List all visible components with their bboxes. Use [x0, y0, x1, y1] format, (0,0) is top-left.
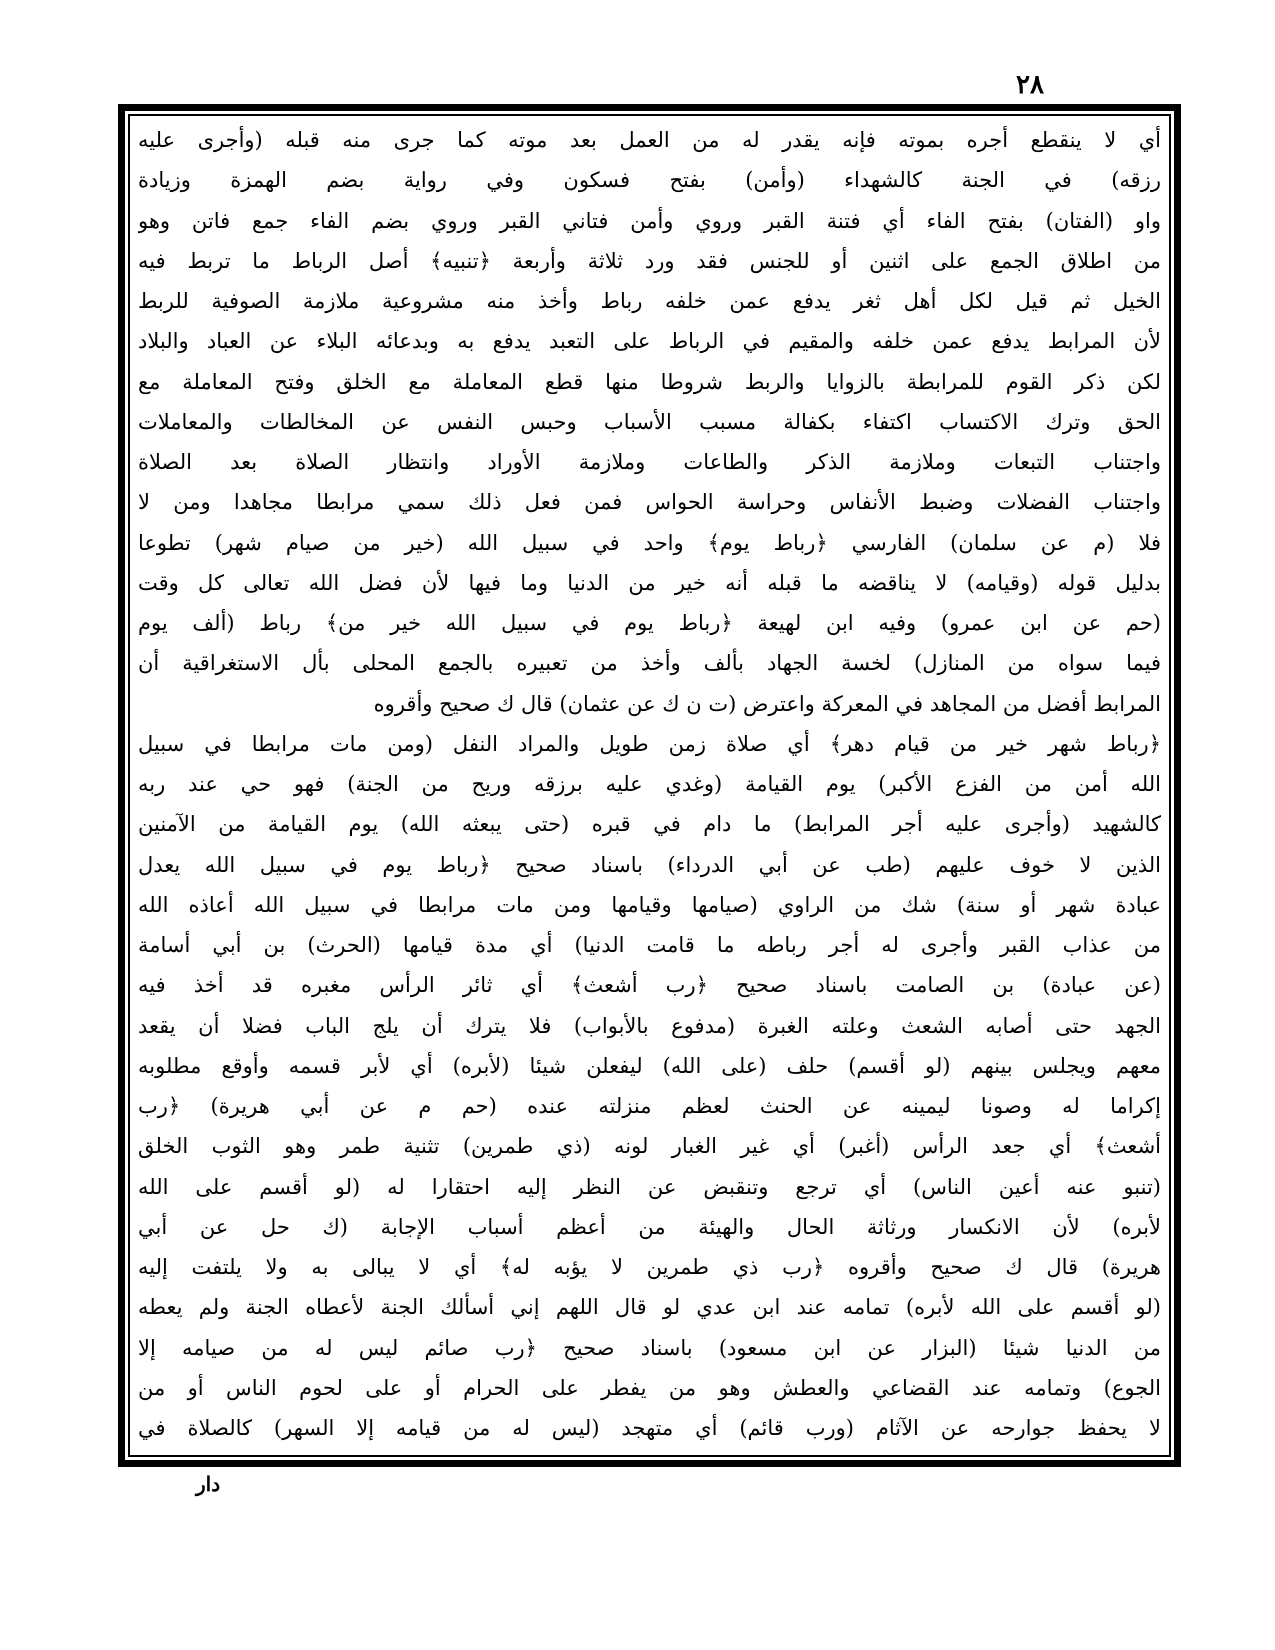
page-number: ٢٨ — [1016, 70, 1044, 100]
text-line: الحق وترك الاكتساب اكتفاء بكفالة مسبب الأسباب وحبس النفس عن المخالطات والمعاملات — [138, 409, 1161, 434]
text-line: الجوع) وتمامه عند القضاعي والعطش وهو من يفطر على الحرام أو على لحوم الناس أو من — [138, 1375, 1161, 1400]
text-line: المرابط أفضل من المجاهد في المعركة واعترض (ت ن ك عن عثمان) قال ك صحيح وأقروه — [373, 691, 1161, 716]
text-line: أشعث﴾ أي جعد الرأس (أغبر) أي غير الغبار لونه (ذي طمرين) تثنية طمر وهو الثوب الخلق — [138, 1134, 1161, 1159]
text-line: من اطلاق الجمع على اثنين أو للجنس فقد ورد ثلاثة وأربعة ﴿تنبيه﴾ أصل الرباط ما تربط فيه — [138, 248, 1161, 273]
text-line: واو (الفتان) بفتح الفاء أي فتنة القبر وروي وأمن فتاني القبر وروي بضم الفاء جمع فاتن وهو — [138, 208, 1161, 233]
text-line: الله أمن من الفزع الأكبر) يوم القيامة (وغدي عليه برزقه وريح من الجنة) فهو حي عند ربه — [138, 772, 1161, 796]
text-line: لا يحفظ جوارحه عن الآثام (ورب قائم) أي متهجد (ليس له من قيامه إلا السهر) كالصلاة في — [138, 1416, 1161, 1440]
text-line: هريرة) قال ك صحيح وأقروه ﴿رب ذي طمرين لا يؤبه له﴾ أي لا يبالى به ولا يلتفت إليه — [138, 1255, 1161, 1279]
text-line: (تنبو عنه أعين الناس) أي ترجع وتنقبض عن النظر إليه احتقارا له (لو أقسم على الله — [138, 1174, 1161, 1199]
text-line: لأن المرابط يدفع عمن خلفه والمقيم في الرباط على التعبد يدفع به وبدعائه البلاء عن العباد والبلاد — [138, 329, 1161, 354]
text-line: بدليل قوله (وقيامه) لا يناقضه ما قبله أنه خير من الدنيا وما فيها لأن فضل الله تعالى كل وقت — [138, 570, 1161, 595]
text-line: معهم ويجلس بينهم (لو أقسم) حلف (على الله) ليفعلن شيئا (لأبره) أي لأبر قسمه وأوقع مطلوبه — [138, 1053, 1161, 1078]
text-line: لكن ذكر القوم للمرابطة بالزوايا والربط شروطا منها قطع المعاملة مع الخلق وفتح المعاملة مع — [138, 369, 1161, 394]
text-line: من الدنيا شيئا (البزار عن ابن مسعود) باسناد صحيح ﴿رب صائم ليس له من صيامه إلا — [138, 1335, 1161, 1360]
text-line: من عذاب القبر وأجرى له أجر رباطه ما قامت الدنيا) أي مدة قيامها (الحرث) بن أبي أسامة — [138, 933, 1161, 957]
text-line: ﴿رباط شهر خير من قيام دهر﴾ أي صلاة زمن طويل والمراد النفل (ومن مات مرابطا في سبيل — [138, 731, 1161, 756]
text-line: واجتناب الفضلات وضبط الأنفاس وحراسة الحواس فمن فعل ذلك سمي مرابطا مجاهدا ومن لا — [138, 490, 1161, 515]
text-line: (حم عن ابن عمرو) وفيه ابن لهيعة ﴿رباط يوم في سبيل الله خير من﴾ رباط (ألف يوم — [138, 611, 1161, 635]
catchword: دار — [196, 1472, 221, 1496]
text-line: واجتناب التبعات وملازمة الذكر والطاعات وملازمة الأوراد وانتظار الصلاة بعد الصلاة — [138, 450, 1161, 474]
text-line: فيما سواه من المنازل) لخسة الجهاد بألف وأخذ من تعبيره بالجمع المحلى بأل الاستغراقية أن — [138, 651, 1161, 676]
text-line: الخيل ثم قيل لكل أهل ثغر يدفع عمن خلفه رباط وأخذ منه مشروعية ملازمة الصوفية للربط — [138, 289, 1161, 313]
text-line: إكراما له وصونا ليمينه عن الحنث لعظم منزلته عنده (حم م عن أبي هريرة) ﴿رب — [138, 1094, 1161, 1118]
text-line: لأبره) لأن الانكسار ورثاثة الحال والهيئة من أعظم أسباب الإجابة (ك حل عن أبي — [138, 1214, 1161, 1239]
text-line: كالشهيد (وأجرى عليه أجر المرابط) ما دام في قبره (حتى يبعثه الله) يوم القيامة من الآمنين — [138, 812, 1161, 837]
text-line: الذين لا خوف عليهم (طب عن أبي الدرداء) باسناد صحيح ﴿رباط يوم في سبيل الله يعدل — [138, 852, 1161, 877]
text-line: (عن عبادة) بن الصامت باسناد صحيح ﴿رب أشعث﴾ أي ثائر الرأس مغبره قد أخذ فيه — [138, 973, 1161, 998]
text-line: الجهد حتى أصابه الشعث وعلته الغبرة (مدفوع بالأبواب) فلا يترك أن يلج الباب فضلا أن يقعد — [138, 1013, 1161, 1038]
text-line: رزقه) في الجنة كالشهداء (وأمن) بفتح فسكون وفي رواية بضم الهمزة وزيادة — [138, 168, 1161, 193]
text-line: عبادة شهر أو سنة) شك من الراوي (صيامها وقيامها ومن مات مرابطا في سبيل الله أعاذه الله — [138, 892, 1161, 917]
text-line: أي لا ينقطع أجره بموته فإنه يقدر له من العمل بعد موته كما جرى منه قبله (وأجرى عليه — [138, 128, 1161, 152]
main-text-block — [138, 122, 1161, 1447]
text-line: فلا (م عن سلمان) الفارسي ﴿رباط يوم﴾ واحد في سبيل الله (خير من صيام شهر) تطوعا — [138, 530, 1161, 555]
text-line: (لو أقسم على الله لأبره) تمامه عند ابن عدي لو قال اللهم إني أسألك الجنة لأعطاه الجنة ولم يعطه — [138, 1295, 1161, 1320]
